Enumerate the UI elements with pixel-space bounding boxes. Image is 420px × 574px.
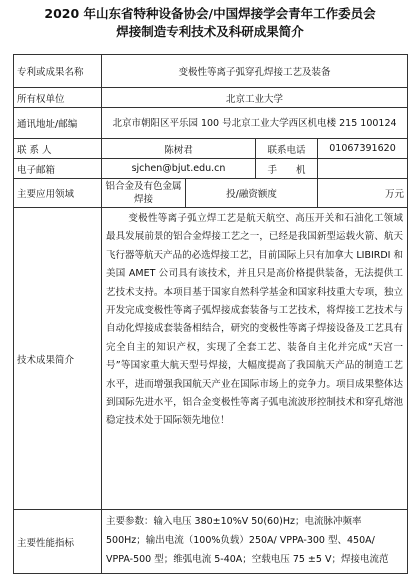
row-contact: [14, 139, 408, 159]
value-investment: 万元: [318, 179, 408, 208]
value-field: 铝合金及有色金属焊接: [102, 179, 186, 208]
label-owner: 所有权单位: [14, 88, 102, 108]
row-summary: [14, 208, 408, 510]
summary-cell: [102, 208, 408, 510]
summary-text: 变极性等离子弧立焊工艺是航天航空、高压开关和石油化工领域最具发展前景的铝合金焊接工艺之一，已经是我国新型运载火箭、航天飞行器等航天产品的必选焊接工艺，目前国际上只有加拿大 LIBIRDI 和美国 AMET 公司具有该技术，并且只是高价格提供装备，无法提供工艺技术支持。本项目基于国家自然科学基金和国家科技重大专项，独立开发完成变极性等离子弧焊接成套装备与工艺技术，将焊接工艺技术与自动化焊接成套装备相结合，研究的变极性等离子焊接设备及工艺具有完全自主的知识产权，实现了全套工艺、装备自主化并完成“天宫一号”等国家重大航天型号焊接，大幅度提高了我国航天产品的制造工艺水平，进而增强我国航天产业在国际市场上的竞争力。项目成果整体达到国际先进水平，铝合金变极性等离子弧电流波形控制技术和穿孔熔池稳定技术处于国际领先地位！: [106, 213, 404, 427]
value-name: 变极性等离子弧穿孔焊接工艺及装备: [102, 55, 408, 88]
label-summary: 技术成果简介: [14, 208, 102, 510]
info-table: [13, 54, 408, 574]
label-email: 电子邮箱: [14, 159, 102, 179]
row-field: [14, 179, 408, 208]
label-investment: 投/融资额度: [186, 179, 318, 208]
value-phone: 01067391620: [318, 139, 408, 159]
label-contact: 联 系 人: [14, 139, 102, 159]
label-phone: 联系电话: [256, 139, 318, 159]
row-name: [14, 55, 408, 88]
row-owner: [14, 88, 408, 108]
label-name: 专利或成果名称: [14, 55, 102, 88]
value-owner: 北京工业大学: [102, 88, 408, 108]
row-email: [14, 159, 408, 179]
value-mobile: [318, 159, 408, 179]
document-title-line-2: 焊接制造专利技术及科研成果简介: [116, 24, 304, 39]
value-performance: 主要参数：输入电压 380±10%V 50(60)Hz；电流脉冲频率 500Hz；输出电流（100%负载）250A/ VPPA-300 型、450A/ VPPA-500 型；维弧电流 5-40A；空载电压 75 ±5 V；焊接电流范: [102, 510, 408, 574]
value-contact: 陈树君: [102, 139, 256, 159]
row-address: [14, 108, 408, 139]
value-email: sjchen@bjut.edu.cn: [102, 159, 256, 179]
value-address: 北京市朝阳区平乐园 100 号北京工业大学西区机电楼 215 100124: [102, 108, 408, 139]
label-address: 通讯地址/邮编: [14, 108, 102, 139]
label-mobile: 手 机: [256, 159, 318, 179]
row-performance: [14, 510, 408, 574]
document-title-line-1: 2020 年山东省特种设备协会/中国焊接学会青年工作委员会: [44, 6, 376, 21]
label-field: 主要应用领域: [14, 179, 102, 208]
label-performance: 主要性能指标: [14, 510, 102, 574]
